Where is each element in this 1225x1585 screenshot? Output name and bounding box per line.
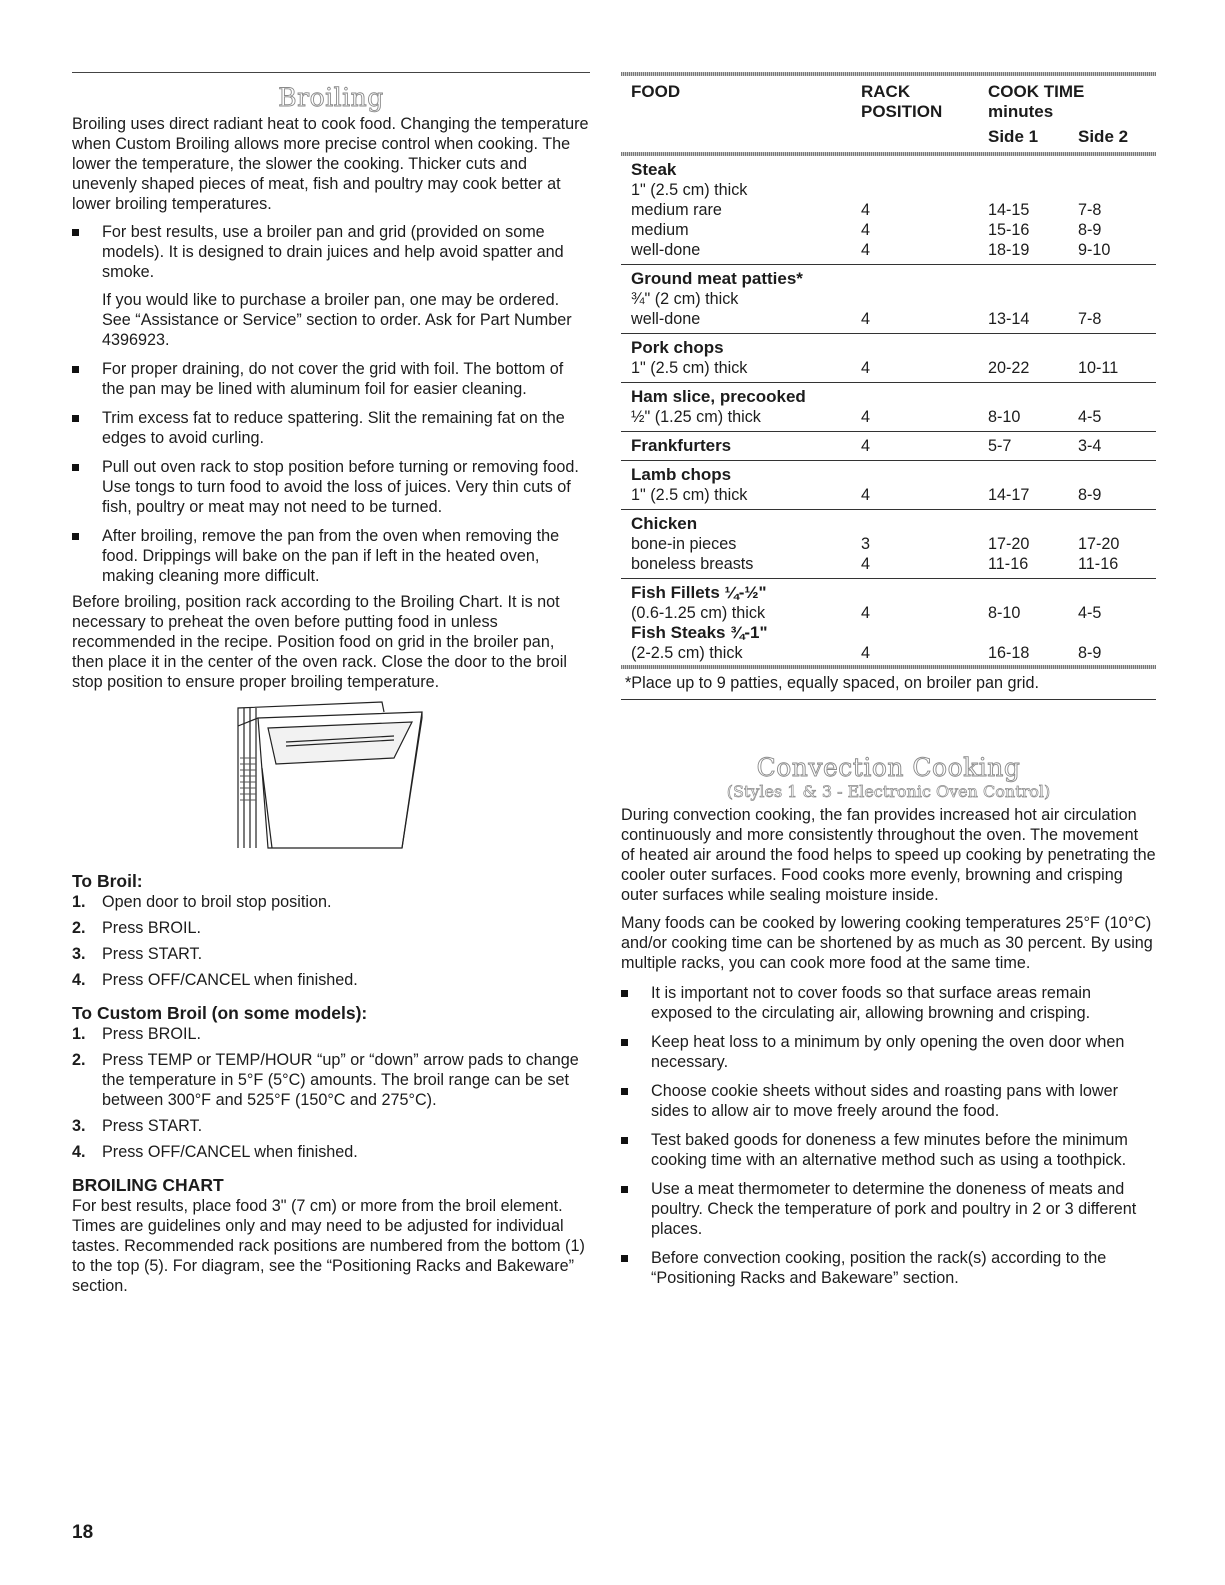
bullet-icon [621,1088,628,1095]
side2-cell: 8-9 [1078,486,1102,504]
convection-column [621,753,1156,1297]
step-item [72,970,590,990]
table-row [631,603,1156,623]
rack-cell: 4 [861,201,871,219]
list-item [621,1248,1156,1288]
header-rack: RACK [861,82,911,101]
side2-cell: 17-20 [1078,535,1120,553]
side1-cell: 16-18 [988,644,1030,662]
food-cell: Pork chops [631,338,724,357]
list-item [72,457,590,517]
step-item [72,1050,590,1110]
bullet-text: Trim excess fat to reduce spattering. Slit the remaining fat on the edges to avoid curling. [102,409,565,447]
bullet-icon [621,990,628,997]
list-item [621,1130,1156,1170]
step-text: Press START. [102,945,203,963]
table-row-group [621,383,1156,432]
bullet-icon [621,1039,628,1046]
table-row-group [621,432,1156,461]
bullet-text: Pull out oven rack to stop position before turning or removing food. Use tongs to turn food to avoid the loss of juices. Very thin cuts of fish, poultry or meat may not need to be turned. [102,458,579,516]
table-row [631,387,1156,407]
side2-cell: 11-16 [1078,555,1119,573]
bullet-text: Choose cookie sheets without sides and roasting pans with lower sides to allow air to move freely around the food. [651,1082,1119,1120]
food-cell: boneless breasts [631,555,754,573]
step-text: Press BROIL. [102,1025,201,1043]
step-item [72,1116,590,1136]
rack-cell: 4 [861,221,871,239]
oven-door-illustration [72,698,590,866]
food-cell: well-done [631,310,701,328]
to-broil-heading: To Broil: [72,871,143,891]
custom-broil-steps [72,1024,590,1162]
step-number: 4. [72,971,86,989]
table-row [631,465,1156,485]
bullet-text: Use a meat thermometer to determine the doneness of meats and poultry. Check the temperature of pork and poultry in 2 or 3 different places. [651,1180,1137,1238]
table-row [631,583,1156,603]
table-row [631,180,1156,200]
side2-cell: 4-5 [1078,408,1102,426]
table-body [621,156,1156,667]
rack-cell: 4 [861,486,871,504]
step-text: Press TEMP or TEMP/HOUR “up” or “down” arrow pads to change the temperature in 5°F (5°C) amounts. The broil range can be set between 300°F and 525°F (150°C and 275°C). [102,1051,579,1109]
table-row-group [621,579,1156,667]
rack-cell: 4 [861,604,871,622]
step-item [72,1142,590,1162]
bullet-icon [621,1255,628,1262]
bullet-text: It is important not to cover foods so that surface areas remain exposed to the circulating air, allowing browning and crisping. [651,984,1091,1022]
table-row [631,407,1156,427]
food-cell: well-done [631,241,701,259]
bullet-icon [72,366,79,373]
table-footnote: *Place up to 9 patties, equally spaced, on broiler pan grid. [621,669,1156,700]
step-text: Press OFF/CANCEL when finished. [102,1143,358,1161]
table-row-group [621,156,1156,265]
step-text: Open door to broil stop position. [102,893,332,911]
broiling-column [72,83,590,1296]
bullet-icon [72,533,79,540]
step-text: Press START. [102,1117,203,1135]
side1-cell: 5-7 [988,437,1012,455]
table-row [631,160,1156,180]
table-row [631,338,1156,358]
bullet-subtext: If you would like to purchase a broiler pan, one may be ordered. See “Assistance or Service” section to order. Ask for Part Number 4396923. [102,291,572,349]
side1-cell: 8-10 [988,604,1021,622]
list-item [621,983,1156,1023]
convection-p1: During convection cooking, the fan provides increased hot air circulation continuously and more consistently throughout the oven. The movement of heated air around the food helps to speed up cooking by penetrating the cooler outer surfaces. Food cooks more evenly, browning and crisping outer surfaces while sealing moisture inside. [621,806,1156,904]
bullet-text: After broiling, remove the pan from the oven when removing the food. Drippings will bake on the pan if left in the heated oven, making cleaning more difficult. [102,527,560,585]
convection-p2: Many foods can be cooked by lowering cooking temperatures 25°F (10°C) and/or cooking time can be shortened by as much as 30 percent. By using multiple racks, you can cook more food at the same time. [621,914,1153,972]
table-row [631,554,1156,574]
step-number: 2. [72,1051,86,1069]
bullet-text: Before convection cooking, position the rack(s) according to the “Positioning Racks and Bakeware” section. [651,1249,1107,1287]
food-cell: bone-in pieces [631,535,737,553]
table-row [631,309,1156,329]
side1-cell: 18-19 [988,241,1030,259]
food-cell: Ham slice, precooked [631,387,806,406]
bullet-text: For best results, use a broiler pan and grid (provided on some models). It is designed to drain juices and help avoid spatter and smoke. [102,223,564,281]
side1-cell: 13-14 [988,310,1030,328]
food-cell: medium [631,221,689,239]
step-number: 4. [72,1143,86,1161]
step-item [72,892,590,912]
table-row [631,200,1156,220]
header-side2: Side 2 [1078,127,1129,146]
table-row [631,514,1156,534]
step-text: Press OFF/CANCEL when finished. [102,971,358,989]
table-row-group [621,461,1156,510]
step-text: Press BROIL. [102,919,201,937]
step-number: 1. [72,893,86,911]
rack-cell: 4 [861,437,871,455]
header-food: FOOD [631,82,681,101]
top-rule [72,72,590,73]
side2-cell: 7-8 [1078,201,1102,219]
bullet-text: Test baked goods for doneness a few minutes before the minimum cooking time with an alternative method such as using a toothpick. [651,1131,1128,1169]
broiling-before: Before broiling, position rack according to the Broiling Chart. It is not necessary to preheat the oven before putting food in unless recommended in the recipe. Position food on grid in the broiler pan, then place it in the center of the oven rack. Close the door to the broil stop position to ensure proper broiling temperature. [72,593,567,691]
list-item [72,222,590,350]
food-cell: Frankfurters [631,436,732,455]
step-item [72,918,590,938]
bullet-text: Keep heat loss to a minimum by only opening the oven door when necessary. [651,1033,1125,1071]
food-cell: medium rare [631,201,722,219]
side1-cell: 11-16 [988,555,1029,573]
custom-broil-heading: To Custom Broil (on some models): [72,1003,368,1023]
broiling-intro: Broiling uses direct radiant heat to cook food. Changing the temperature when Custom Broiling allows more precise control when cooking. The lower the temperature, the slower the cooking. Thicker cuts and unevenly shaped pieces of meat, fish and poultry may cook better at lower broiling temperatures. [72,115,589,213]
broiling-title: Broiling [278,83,384,112]
table-row [631,436,1156,456]
rack-cell: 4 [861,644,871,662]
bullet-icon [621,1186,628,1193]
food-cell: Chicken [631,514,698,533]
food-cell: (2-2.5 cm) thick [631,644,743,662]
food-cell: Steak [631,160,677,179]
step-number: 3. [72,1117,86,1135]
step-number: 1. [72,1025,86,1043]
rack-cell: 4 [861,555,871,573]
food-cell: 1" (2.5 cm) thick [631,486,748,504]
convection-bullets [621,983,1156,1288]
side2-cell: 8-9 [1078,221,1102,239]
list-item [72,526,590,586]
table-row [631,289,1156,309]
page-number: 18 [72,1522,94,1543]
step-item [72,944,590,964]
bullet-icon [72,229,79,236]
convection-title: Convection Cooking [756,753,1021,782]
header-minutes: minutes [988,102,1054,121]
to-broil-steps [72,892,590,990]
convection-subtitle: (Styles 1 & 3 - Electronic Oven Control) [726,782,1051,801]
side1-cell: 20-22 [988,359,1030,377]
bullet-text: For proper draining, do not cover the grid with foil. The bottom of the pan may be lined with aluminum foil for easier cleaning. [102,360,564,398]
step-number: 2. [72,919,86,937]
table-row [631,220,1156,240]
side2-cell: 8-9 [1078,644,1102,662]
broiling-chart-heading: BROILING CHART [72,1175,224,1195]
broiling-chart-text: For best results, place food 3" (7 cm) or more from the broil element. Times are guidelines only and may need to be adjusted for individual tastes. Recommended rack positions are numbered from the bottom (1) to the top (5). For diagram, see the “Positioning Racks and Bakeware” section. [72,1197,585,1295]
broiling-bullets [72,222,590,586]
table-header [621,76,1156,146]
side1-cell: 15-16 [988,221,1030,239]
header-position: POSITION [861,102,943,121]
food-cell: Fish Steaks ¾-1" [631,623,768,642]
broiling-table [621,72,1156,700]
rack-cell: 4 [861,359,871,377]
bullet-icon [72,415,79,422]
side2-cell: 3-4 [1078,437,1102,455]
oven-door-icon [72,698,590,866]
table-row-group [621,265,1156,334]
rack-cell: 4 [861,310,871,328]
side1-cell: 17-20 [988,535,1030,553]
side2-cell: 4-5 [1078,604,1102,622]
list-item [621,1179,1156,1239]
food-cell: Lamb chops [631,465,732,484]
food-cell: 1" (2.5 cm) thick [631,181,748,199]
side2-cell: 10-11 [1078,359,1119,377]
rack-cell: 3 [861,535,871,553]
step-item [72,1024,590,1044]
side1-cell: 8-10 [988,408,1021,426]
list-item [72,408,590,448]
food-cell: 1" (2.5 cm) thick [631,359,748,377]
side1-cell: 14-15 [988,201,1030,219]
table-row [631,643,1156,663]
rack-cell: 4 [861,408,871,426]
table-row [631,534,1156,554]
table-row [631,623,1156,643]
bullet-icon [621,1137,628,1144]
table-row [631,485,1156,505]
food-cell: ½" (1.25 cm) thick [631,408,761,426]
side2-cell: 9-10 [1078,241,1111,259]
table-row-group [621,334,1156,383]
table-row [631,358,1156,378]
food-cell: (0.6-1.25 cm) thick [631,604,766,622]
list-item [621,1032,1156,1072]
food-cell: ¾" (2 cm) thick [631,290,739,308]
food-cell: Ground meat patties* [631,269,803,288]
side1-cell: 14-17 [988,486,1030,504]
side2-cell: 7-8 [1078,310,1102,328]
step-number: 3. [72,945,86,963]
rack-cell: 4 [861,241,871,259]
list-item [621,1081,1156,1121]
food-cell: Fish Fillets ¼-½" [631,583,767,602]
bullet-icon [72,464,79,471]
list-item [72,359,590,399]
table-row [631,240,1156,260]
header-side1: Side 1 [988,127,1039,146]
table-row [631,269,1156,289]
header-cook-time: COOK TIME [988,82,1085,101]
table-row-group [621,510,1156,579]
